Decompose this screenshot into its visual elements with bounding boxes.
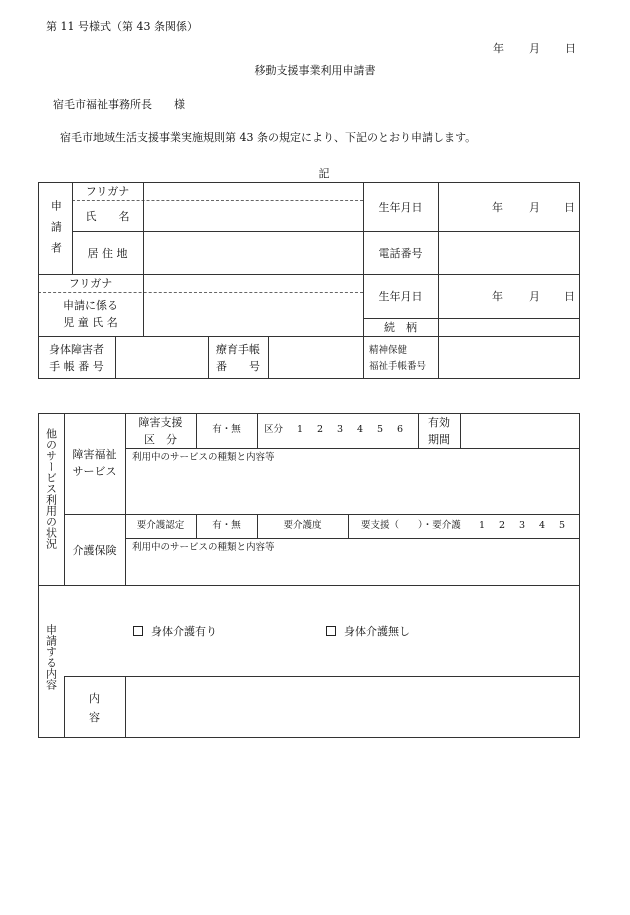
care-cert-label: 要介護認定 bbox=[136, 520, 185, 531]
kubun-value-4: 4 bbox=[357, 424, 364, 435]
document-title: 移動支援事業利用申請書 bbox=[254, 64, 376, 77]
care-yes-no: 有・無 bbox=[212, 520, 241, 531]
support-yes-no: 有・無 bbox=[212, 424, 241, 435]
applicant-phone-label: 電話番号 bbox=[378, 247, 423, 260]
services-group-text: 他のサービス利用の状況 bbox=[44, 428, 58, 549]
support-category-label-line1: 障害支援 bbox=[138, 416, 183, 429]
child-birth-day: 日 bbox=[564, 290, 575, 303]
applicant-birth-month: 月 bbox=[529, 201, 540, 214]
option-with-label: 身体介護有り bbox=[151, 625, 217, 638]
care-value-2: 2 bbox=[499, 520, 506, 531]
child-name-label-line1: 申請に係る bbox=[63, 299, 118, 312]
kubun-label: 区分 bbox=[264, 424, 284, 435]
addressee: 宿毛市福祉事務所長 様 bbox=[53, 98, 185, 111]
applicant-birth-year: 年 bbox=[492, 201, 503, 214]
statement: 宿毛市地域生活支援事業実施規則第 43 条の規定により、下記のとおり申請します。 bbox=[60, 131, 477, 144]
content-label-line1: 内 bbox=[89, 692, 100, 705]
child-birth-label: 生年月日 bbox=[378, 290, 423, 303]
child-furigana-label: フリガナ bbox=[68, 277, 113, 290]
child-name-label-line2: 児 童 氏 名 bbox=[63, 316, 118, 329]
valid-period-label-line1: 有効 bbox=[428, 416, 450, 429]
care-value-5: 5 bbox=[559, 520, 566, 531]
kubun-value-5: 5 bbox=[377, 424, 384, 435]
checkbox-icon[interactable] bbox=[133, 626, 143, 636]
support-category-label-line2: 区 分 bbox=[144, 433, 177, 446]
form-number: 第 11 号様式（第 43 条関係） bbox=[46, 20, 198, 33]
request-group-label bbox=[38, 624, 64, 704]
applicant-furigana-label: フリガナ bbox=[85, 185, 130, 198]
ryouiku-handbook-label-line2: 番 号 bbox=[216, 360, 260, 373]
option-with-physical-care[interactable] bbox=[133, 626, 217, 637]
physical-handbook-label-line1: 身体障害者 bbox=[49, 343, 104, 356]
welfare-service-label-line2: サービス bbox=[72, 465, 117, 478]
care-in-use-text: 利用中のサービスの種類と内容等 bbox=[132, 542, 275, 553]
kubun-value-1: 1 bbox=[297, 424, 304, 435]
applicant-address-label: 居 住 地 bbox=[87, 247, 128, 260]
care-value-4: 4 bbox=[539, 520, 546, 531]
kubun-value-3: 3 bbox=[337, 424, 344, 435]
care-level-label: 要介護度 bbox=[283, 520, 322, 531]
content-label-line2: 容 bbox=[89, 711, 100, 724]
applicant-name-label: 氏 名 bbox=[85, 210, 130, 223]
welfare-service-label-line1: 障害福祉 bbox=[72, 448, 117, 461]
kubun-value-6: 6 bbox=[397, 424, 404, 435]
mental-handbook-label-line1: 精神保健 bbox=[369, 345, 408, 356]
welfare-in-use-text: 利用中のサービスの種類と内容等 bbox=[132, 452, 275, 463]
date-year-label: 年 bbox=[493, 42, 504, 55]
applicant-group-text: 申請者 bbox=[49, 200, 63, 263]
mental-handbook-label-line2: 福祉手帳番号 bbox=[369, 361, 427, 372]
option-without-physical-care[interactable] bbox=[326, 626, 410, 637]
care-value-3: 3 bbox=[519, 520, 526, 531]
kubun-value-2: 2 bbox=[317, 424, 324, 435]
valid-period-label-line2: 期間 bbox=[428, 433, 450, 446]
applicant-birth-label: 生年月日 bbox=[378, 201, 423, 214]
child-birth-month: 月 bbox=[529, 290, 540, 303]
care-insurance-label: 介護保険 bbox=[72, 544, 117, 557]
ki-label: 記 bbox=[318, 167, 330, 180]
checkbox-icon[interactable] bbox=[326, 626, 336, 636]
care-value-1: 1 bbox=[479, 520, 486, 531]
physical-handbook-label-line2: 手 帳 番 号 bbox=[49, 360, 104, 373]
applicant-group-label bbox=[38, 200, 72, 270]
child-relation-label: 続 柄 bbox=[384, 321, 417, 334]
care-support-label: 要支援（ ）・要介護 bbox=[361, 520, 461, 531]
option-without-label: 身体介護無し bbox=[344, 625, 410, 638]
services-group-label bbox=[38, 428, 64, 578]
request-group-text: 申請する内容 bbox=[44, 624, 58, 690]
child-birth-year: 年 bbox=[492, 290, 503, 303]
applicant-birth-day: 日 bbox=[564, 201, 575, 214]
ryouiku-handbook-label-line1: 療育手帳 bbox=[216, 343, 260, 356]
date-month-label: 月 bbox=[529, 42, 540, 55]
date-day-label: 日 bbox=[565, 42, 576, 55]
